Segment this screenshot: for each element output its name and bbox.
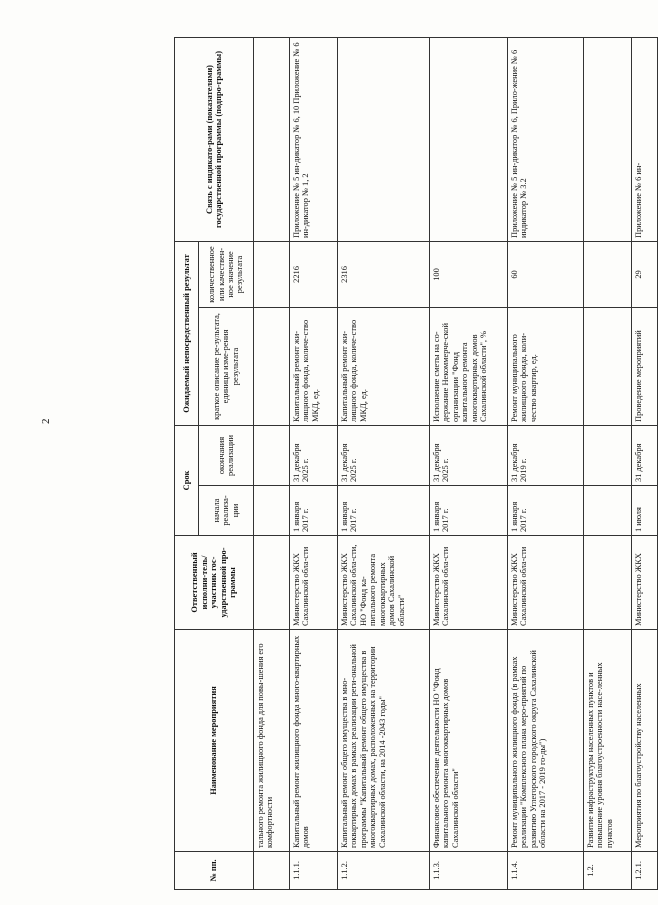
row-desc — [254, 307, 290, 425]
row-qty: 2216 — [290, 241, 338, 307]
row-name: Капитальный ремонт общего имущества в мно-гоквартирных домах в рамках реализации реги-ональной программы "Капитальный ремонт общего имущества в многоквартирных домах, расположенных на территории Сахалинской области, на 2014 -2043 годы" — [338, 630, 430, 852]
row-num: 1.1.3. — [430, 852, 508, 890]
page-number: 2 — [40, 418, 52, 424]
row-start: 1 января 2017 г. — [290, 486, 338, 536]
row-start: 1 января 2017 г. — [338, 486, 430, 536]
row-start — [584, 486, 632, 536]
row-responsible: Министерство ЖКХ Сахалинской обла-сти, НО "Фонд ка-питального ремонта многоквартирных домов Сахалинской области" — [338, 536, 430, 630]
row-responsible — [584, 536, 632, 630]
row-end: 31 декабря 2019 г. — [508, 425, 584, 485]
row-responsible: Министерство ЖКХ — [632, 536, 658, 630]
row-end: 31 декабря 2025 г. — [430, 425, 508, 485]
table-row — [632, 37, 658, 889]
header-result: Ожидаемый непосредственный результат — [175, 241, 199, 425]
row-desc — [584, 307, 632, 425]
row-start: 1 января 2017 г. — [508, 486, 584, 536]
document-table-rotated — [174, 38, 643, 890]
table-row — [430, 37, 508, 889]
header-link: Связь с индикато-рами (показателями) государственной программы (подпро-граммы) — [175, 37, 254, 241]
header-name: Наименование мероприятия — [175, 630, 254, 852]
row-link — [584, 37, 632, 241]
row-desc: Капитальный ремонт жи-лищного фонда, количе-ство МКД, ед. — [290, 307, 338, 425]
row-responsible: Министерство ЖКХ Сахалинской обла-сти — [290, 536, 338, 630]
row-num: 1.2.1. — [632, 852, 658, 890]
row-end: 31 декабря — [632, 425, 658, 485]
table-row — [338, 37, 430, 889]
row-name: Финансовое обеспечение деятельности НО "Фонд капитального ремонта многоквартирных домов Сахалинской области" — [430, 630, 508, 852]
row-num: 1.1.1. — [290, 852, 338, 890]
row-desc: Ремонт муниципального жилищного фонда, коли-чество квартир, ед. — [508, 307, 584, 425]
row-qty: 100 — [430, 241, 508, 307]
row-responsible: Министерство ЖКХ Сахалинской обла-сти — [430, 536, 508, 630]
row-qty — [584, 241, 632, 307]
row-name: тального ремонта жилищного фонда для повы-шения его комфортности — [254, 630, 290, 852]
row-start: 1 января 2017 г. — [430, 486, 508, 536]
row-qty: 2316 — [338, 241, 430, 307]
header-responsible: Ответственный исполни-тель/участник гос-ударственной про-граммы — [175, 536, 254, 630]
row-name: Ремонт муниципального жилищного фонда (в рамках реализации "Комплексного плана меро-приятий по развитию Углегорского городского округа Сахалинской области на 2017 - 2019 го-ды") — [508, 630, 584, 852]
row-link — [254, 37, 290, 241]
row-link — [338, 37, 430, 241]
header-end: окончания реализации — [199, 425, 254, 485]
row-end: 31 декабря 2025 г. — [338, 425, 430, 485]
header-num: № пп. — [175, 852, 254, 890]
row-num: 1.1.2. — [338, 852, 430, 890]
events-table — [174, 37, 658, 890]
row-qty — [254, 241, 290, 307]
table-row — [584, 37, 632, 889]
row-num: 1.2. — [584, 852, 632, 890]
header-term: Срок — [175, 425, 199, 535]
row-num: 1.1.4. — [508, 852, 584, 890]
row-start — [254, 486, 290, 536]
row-link — [430, 37, 508, 241]
row-desc: Капитальный ремонт жи-лищного фонда, количе-ство МКД, ед. — [338, 307, 430, 425]
row-end — [584, 425, 632, 485]
row-responsible: Министерство ЖКХ Сахалинской обла-сти — [508, 536, 584, 630]
row-link: Приложение № 5 ин-дикатор № 6, 10 Приложение № 6 ин-дикатор № 1, 2 — [290, 37, 338, 241]
row-end — [254, 425, 290, 485]
row-link: Приложение № 6 ин- — [632, 37, 658, 241]
table-row — [254, 37, 290, 889]
row-desc: Проведение мероприятий — [632, 307, 658, 425]
table-row — [508, 37, 584, 889]
row-name: Мероприятия по благоустройству населенных — [632, 630, 658, 852]
row-end: 31 декабря 2025 г. — [290, 425, 338, 485]
row-name: Капитальный ремонт жилищного фонда много-квартирных домов — [290, 630, 338, 852]
row-name: Развитие инфраструктуры населенных пунктов и повышение уровня благоустроенности насе-ленных пунктов — [584, 630, 632, 852]
row-link: Приложение № 5 ин-дикатор № 6, Прило-жение № 6 индикатор № 3.2 — [508, 37, 584, 241]
row-start: 1 июля — [632, 486, 658, 536]
header-start: начала реализа-ции — [199, 486, 254, 536]
header-desc: краткое описание ре-зультата, единицы изме-рения результата — [199, 307, 254, 425]
row-responsible — [254, 536, 290, 630]
row-qty: 60 — [508, 241, 584, 307]
header-qty: количественное или качествен-ное значение результата — [199, 241, 254, 307]
row-desc: Исполнение сметы на со-держание Некоммерче-ской организации "Фонд капитального ремонта многоквартирных домов Сахалинской области", % — [430, 307, 508, 425]
row-num — [254, 852, 290, 890]
table-row — [290, 37, 338, 889]
row-qty: 29 — [632, 241, 658, 307]
